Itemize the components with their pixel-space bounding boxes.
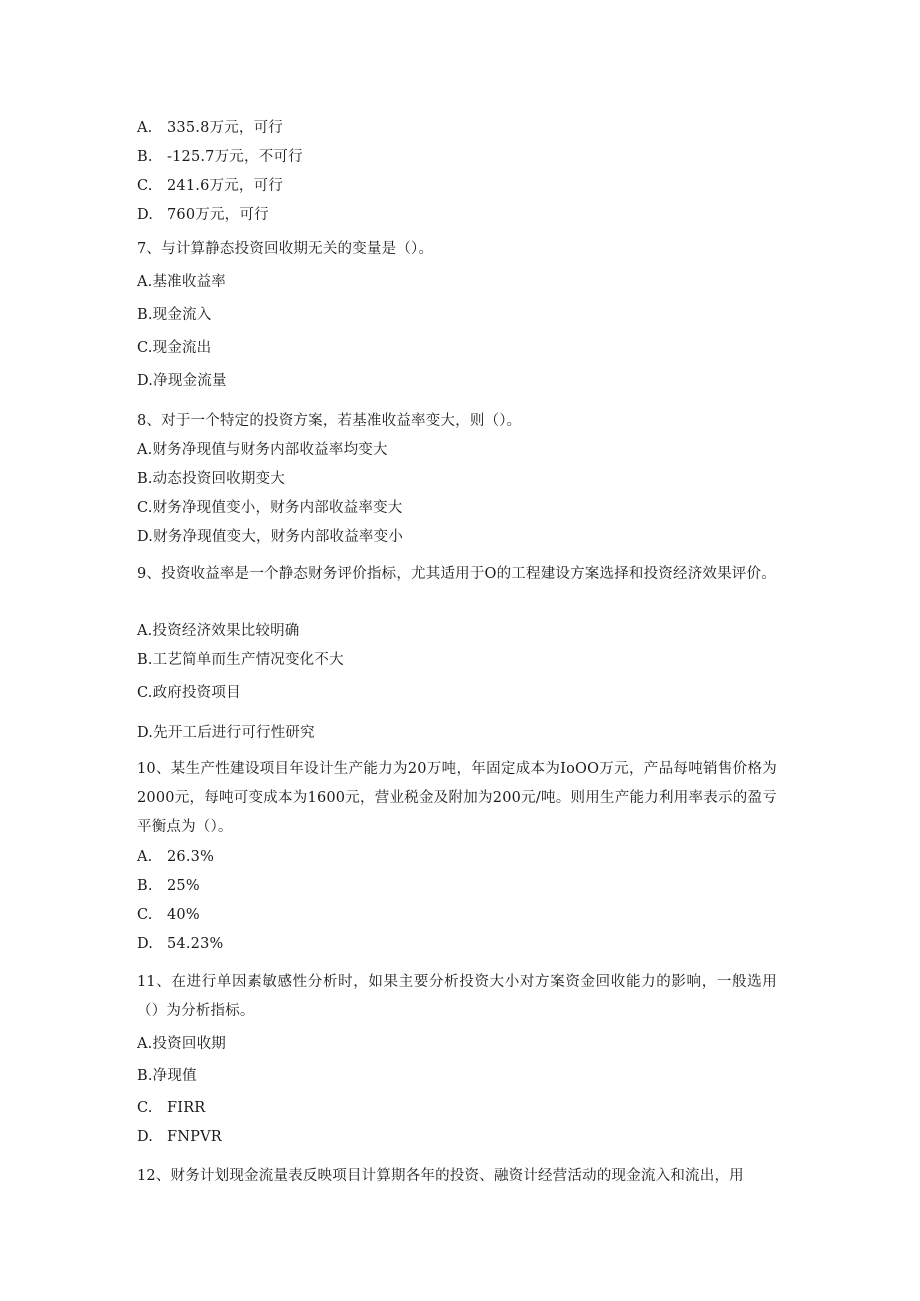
- option-text: -125.7万元，不可行: [167, 149, 303, 165]
- q11-stem: 11、在进行单因素敏感性分析时，如果主要分析投资大小对方案资金回收能力的影响，一般选用（）为分析指标。: [137, 974, 777, 1019]
- option-label: C.: [137, 1100, 153, 1116]
- q6-option-c: [137, 176, 283, 196]
- q8-option-a: A.财务净现值与财务内部收益率均变大: [137, 442, 388, 458]
- q8-stem: 8、对于一个特定的投资方案，若基准收益率变大，则（）。: [137, 413, 522, 429]
- option-label: B.: [137, 878, 153, 894]
- q10-stem: 10、某生产性建设项目年设计生产能力为20万吨，年固定成本为IoOO万元，产品每吨销售价格为2000元，每吨可变成本为1600元，营业税金及附加为200元/吨。则用生产能力利用率表示的盈亏平衡点为（）。: [137, 761, 777, 835]
- q7-option-b: B.现金流入: [137, 307, 212, 323]
- q11-option-a: A.投资回收期: [137, 1036, 226, 1052]
- q8-option-c: C.财务净现值变小，财务内部收益率变大: [137, 500, 403, 516]
- option-text: 760万元，可行: [167, 207, 269, 223]
- q7-option-d: D.净现金流量: [137, 373, 227, 389]
- q8-option-d: D.财务净现值变大，财务内部收益率变小: [137, 529, 404, 545]
- option-text: FIRR: [167, 1100, 206, 1116]
- option-label: C.: [137, 907, 153, 923]
- q12-stem: 12、财务计划现金流量表反映项目计算期各年的投资、融资计经营活动的现金流入和流出，用: [137, 1168, 744, 1184]
- option-label: D.: [137, 207, 154, 223]
- option-label: A.: [137, 120, 153, 136]
- q9-option-c: C.政府投资项目: [137, 685, 241, 701]
- q6-option-d: [137, 205, 269, 225]
- option-text: FNPVR: [167, 1129, 222, 1145]
- q7-stem: 7、与计算静态投资回收期无关的变量是（）。: [137, 241, 434, 257]
- option-text: 335.8万元，可行: [167, 120, 284, 136]
- q10-option-b: [137, 876, 200, 896]
- q9-stem: 9、投资收益率是一个静态财务评价指标，尤其适用于O的工程建设方案选择和投资经济效果评价。: [137, 566, 776, 582]
- q10-option-d: [137, 934, 224, 954]
- q10-option-a: [137, 847, 214, 867]
- option-label: C.: [137, 178, 153, 194]
- q6-option-a: [137, 118, 283, 138]
- option-label: D.: [137, 936, 154, 952]
- q7-option-c: C.现金流出: [137, 340, 212, 356]
- option-label: D.: [137, 1129, 154, 1145]
- q11-option-b: B.净现值: [137, 1068, 197, 1084]
- option-text: 241.6万元，可行: [167, 178, 284, 194]
- q11-option-d: [137, 1127, 222, 1147]
- option-text: 40%: [167, 907, 200, 923]
- q6-option-b: [137, 147, 303, 167]
- option-text: 26.3%: [167, 849, 215, 865]
- q7-option-a: A.基准收益率: [137, 274, 226, 290]
- option-label: B.: [137, 149, 153, 165]
- q9-option-b: B.工艺简单而生产情况变化不大: [137, 652, 344, 668]
- option-text: 25%: [167, 878, 200, 894]
- q8-option-b: B.动态投资回收期变大: [137, 471, 285, 487]
- q9-option-a: A.投资经济效果比较明确: [137, 623, 300, 639]
- option-text: 54.23%: [167, 936, 224, 952]
- q9-option-d: D.先开工后进行可行性研究: [137, 725, 315, 741]
- q10-option-c: [137, 905, 200, 925]
- option-label: A.: [137, 849, 153, 865]
- q11-option-c: [137, 1098, 205, 1118]
